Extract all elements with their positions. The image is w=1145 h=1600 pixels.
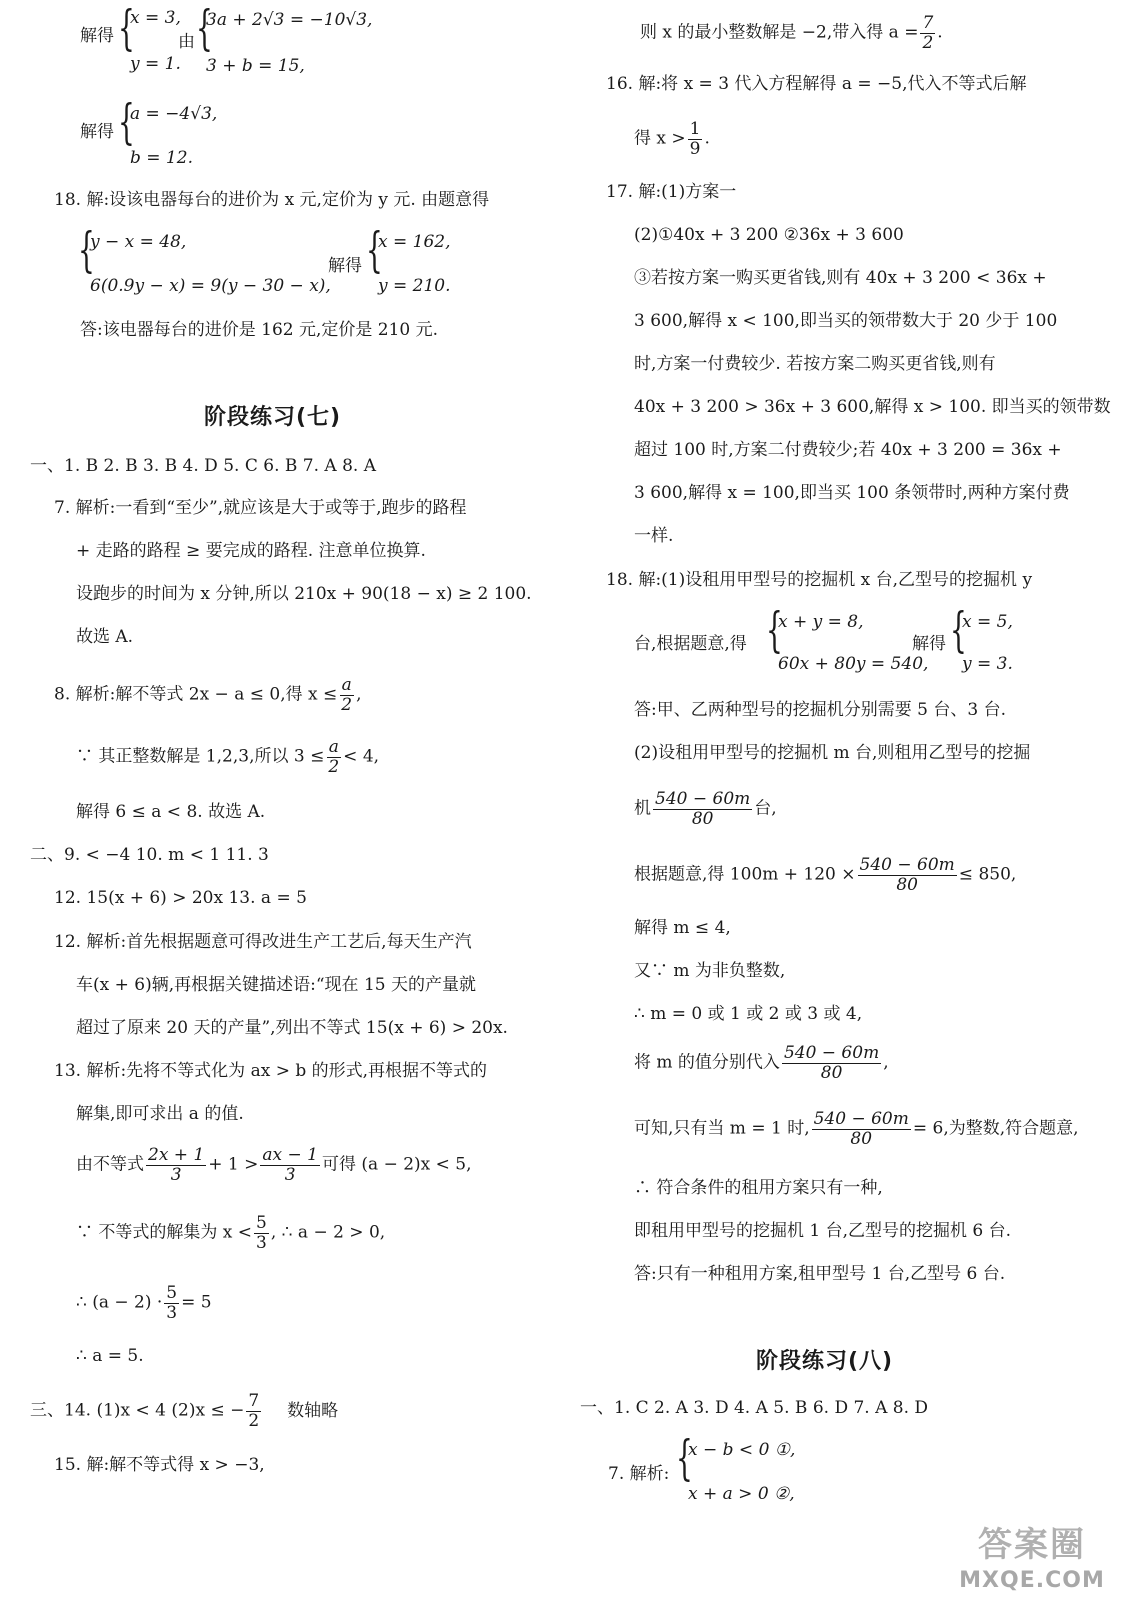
system-line: y − x = 48, (90, 232, 187, 252)
problem-17: 17. 解:(1)方案一 (606, 182, 737, 202)
system-line: y = 1. (130, 54, 181, 74)
answers-part1: 一、1. B 2. B 3. B 4. D 5. C 6. B 7. A 8. A (30, 456, 376, 476)
system-line: x = 5, (962, 612, 1013, 632)
system-line: x = 162, (378, 232, 451, 252)
explain-7: 设跑步的时间为 x 分钟,所以 210x + 90(18 − x) ≥ 2 100. (76, 584, 532, 604)
explain-8: 8. 解析:解不等式 2x − a ≤ 0,得 x ≤ $\frac{a}{2}$ , (54, 675, 362, 715)
brace: { (676, 1430, 693, 1486)
problem-18: 机 $\frac{540 - 60m}{80}$ 台, (634, 789, 777, 829)
explain-7: 7. 解析: (608, 1464, 670, 1484)
problem-18: 将 m 的值分别代入 $\frac{540 - 60m}{80}$ , (634, 1043, 889, 1083)
from-label: 由 (178, 32, 195, 52)
explain-13: 由不等式 $\frac{2x + 1}{3}$ + 1 > $\frac{ax - 1}{3}$ 可得 (a − 2)x < 5, (76, 1145, 472, 1185)
system-line: x + a > 0 ②, (688, 1484, 795, 1504)
system-line: x − b < 0 ①, (688, 1440, 796, 1460)
answers-part3: 三、14. (1)x < 4 (2)x ≤ − $\frac{7}{2}$ 数轴略 (30, 1391, 339, 1431)
fraction: $\frac{540 - 60m}{80}$ (783, 1043, 880, 1083)
system-line: y = 210. (378, 276, 451, 296)
explain-12: 超过了原来 20 天的产量”,列出不等式 15(x + 6) > 20x. (76, 1018, 508, 1038)
fraction: $\frac{540 - 60m}{80}$ (859, 855, 955, 895)
explain-12: 12. 解析:首先根据题意可得改进生产工艺后,每天生产汽 (54, 932, 472, 952)
problem-15-cont: 则 x 的最小整数解是 −2,带入得 a = $\frac{7}{2}$ . (640, 13, 943, 53)
problem-17: 3 600,解得 x = 100,即当买 100 条领带时,两种方案付费 (634, 483, 1070, 503)
system-line: x = 3, (130, 8, 181, 28)
problem-18: 18. 解:(1)设租用甲型号的挖掘机 x 台,乙型号的挖掘机 y (606, 570, 1033, 590)
answers-part2: 二、9. < −4 10. m < 1 11. 3 (30, 845, 269, 865)
brace: { (766, 602, 783, 658)
fraction: $\frac{5}{3}$ (256, 1213, 267, 1253)
problem-18: 即租用甲型号的挖掘机 1 台,乙型号的挖掘机 6 台. (634, 1221, 1012, 1241)
brace: { (78, 222, 95, 278)
answers-part2: 12. 15(x + 6) > 20x 13. a = 5 (54, 888, 307, 908)
problem-18: 可知,只有当 m = 1 时, $\frac{540 - 60m}{80}$ = 6,为整数,符合题意, (634, 1109, 1079, 1149)
system-line: a = −4√3, (130, 104, 218, 124)
problem-18: 答:甲、乙两种型号的挖掘机分别需要 5 台、3 台. (634, 700, 1006, 720)
problem-18: 台,根据题意,得 (634, 634, 747, 654)
problem-17: (2)①40x + 3 200 ②36x + 3 600 (634, 225, 904, 245)
problem-18: ∴ m = 0 或 1 或 2 或 3 或 4, (634, 1004, 863, 1024)
problem-18: 解得 m ≤ 4, (634, 918, 731, 938)
explain-13: ∴ (a − 2) · $\frac{5}{3}$ = 5 (76, 1283, 212, 1323)
solve-label: 解得 (912, 634, 946, 654)
system-line: x + y = 8, (778, 612, 864, 632)
problem-18: 18. 解:设该电器每台的进价为 x 元,定价为 y 元. 由题意得 (54, 190, 490, 210)
problem-17: 时,方案一付费较少. 若按方案二购买更省钱,则有 (634, 354, 996, 374)
fraction: $\frac{7}{2}$ (248, 1391, 260, 1431)
problem-15: 15. 解:解不等式得 x > −3, (54, 1455, 265, 1475)
fraction: $\frac{ax - 1}{3}$ (262, 1145, 318, 1185)
explain-13: ∵ 不等式的解集为 x < $\frac{5}{3}$ , ∴ a − 2 > 0, (76, 1213, 386, 1253)
watermark (937, 1524, 1127, 1594)
problem-17: 40x + 3 200 > 36x + 3 600,解得 x > 100. 即当买的领带数 (634, 397, 1111, 417)
fraction: $\frac{540 - 60m}{80}$ (813, 1109, 909, 1149)
problem-18: 答:只有一种租用方案,租甲型号 1 台,乙型号 6 台. (634, 1264, 1006, 1284)
answers-part1: 一、1. C 2. A 3. D 4. A 5. B 6. D 7. A 8. D (580, 1398, 929, 1418)
explain-13: 解集,即可求出 a 的值. (76, 1104, 244, 1124)
fraction: $\frac{540 - 60m}{80}$ (655, 789, 751, 829)
problem-18: 又∵ m 为非负整数, (634, 961, 786, 981)
system-line: 60x + 80y = 540, (778, 654, 929, 674)
problem-17: 3 600,解得 x < 100,即当买的领带数大于 20 少于 100 (634, 311, 1058, 331)
system-line: y = 3. (962, 654, 1013, 674)
problem-16: 16. 解:将 x = 3 代入方程解得 a = −5,代入不等式后解 (606, 74, 1027, 94)
brace: { (118, 0, 135, 56)
problem-18: (2)设租用甲型号的挖掘机 m 台,则租用乙型号的挖掘 (634, 743, 1031, 763)
problem-17: 一样. (634, 526, 674, 546)
problem-18: ∴ 符合条件的租用方案只有一种, (634, 1178, 883, 1198)
section-title-8: 阶段练习(八) (756, 1349, 894, 1374)
problem-17: ③若按方案一购买更省钱,则有 40x + 3 200 < 36x + (634, 268, 1047, 288)
system-line: b = 12. (130, 148, 193, 168)
right-column (580, 0, 1140, 1600)
explain-8: ∵ 其正整数解是 1,2,3,所以 3 ≤ $\frac{a}{2}$ < 4, (76, 737, 380, 777)
explain-13: 13. 解析:先将不等式化为 ax > b 的形式,再根据不等式的 (54, 1061, 488, 1081)
watermark-url: MXQE.COM (959, 1567, 1105, 1593)
brace: { (118, 94, 135, 150)
explain-13: ∴ a = 5. (76, 1346, 144, 1366)
problem-17: 超过 100 时,方案二付费较少;若 40x + 3 200 = 36x + (634, 440, 1062, 460)
explain-7: + 走路的路程 ≥ 要完成的路程. 注意单位换算. (76, 541, 426, 561)
brace: { (196, 0, 213, 56)
system-line: 3 + b = 15, (206, 56, 305, 76)
brace: { (950, 602, 967, 658)
fraction: $\frac{a}{2}$ (341, 675, 353, 715)
solve-label: 解得 (328, 256, 362, 276)
problem-16: 得 x > $\frac{1}{9}$ . (634, 119, 710, 159)
problem-18: 根据题意,得 100m + 120 × $\frac{540 - 60m}{80}$ ≤ 850, (634, 855, 1017, 895)
watermark-logo: 答案圈 (978, 1525, 1086, 1565)
explain-8: 解得 6 ≤ a < 8. 故选 A. (76, 802, 266, 822)
fraction: $\frac{2x + 1}{3}$ (148, 1145, 205, 1185)
explain-12: 车(x + 6)辆,再根据关键描述语:“现在 15 天的产量就 (76, 975, 476, 995)
solve-label: 解得 (80, 122, 114, 142)
brace: { (366, 222, 383, 278)
fraction: $\frac{7}{2}$ (922, 13, 934, 53)
left-column (0, 0, 560, 1600)
system-line: 3a + 2√3 = −10√3, (206, 10, 373, 30)
explain-7: 7. 解析:一看到“至少”,就应该是大于或等于,跑步的路程 (54, 498, 467, 518)
answer-18: 答:该电器每台的进价是 162 元,定价是 210 元. (80, 320, 439, 340)
system-line: 6(0.9y − x) = 9(y − 30 − x), (90, 276, 331, 296)
explain-7: 故选 A. (76, 627, 134, 647)
fraction: $\frac{a}{2}$ (328, 737, 340, 777)
fraction: $\frac{5}{3}$ (166, 1283, 178, 1323)
fraction: $\frac{1}{9}$ (689, 119, 701, 159)
solve-label: 解得 (80, 26, 114, 46)
section-title-7: 阶段练习(七) (204, 405, 342, 430)
